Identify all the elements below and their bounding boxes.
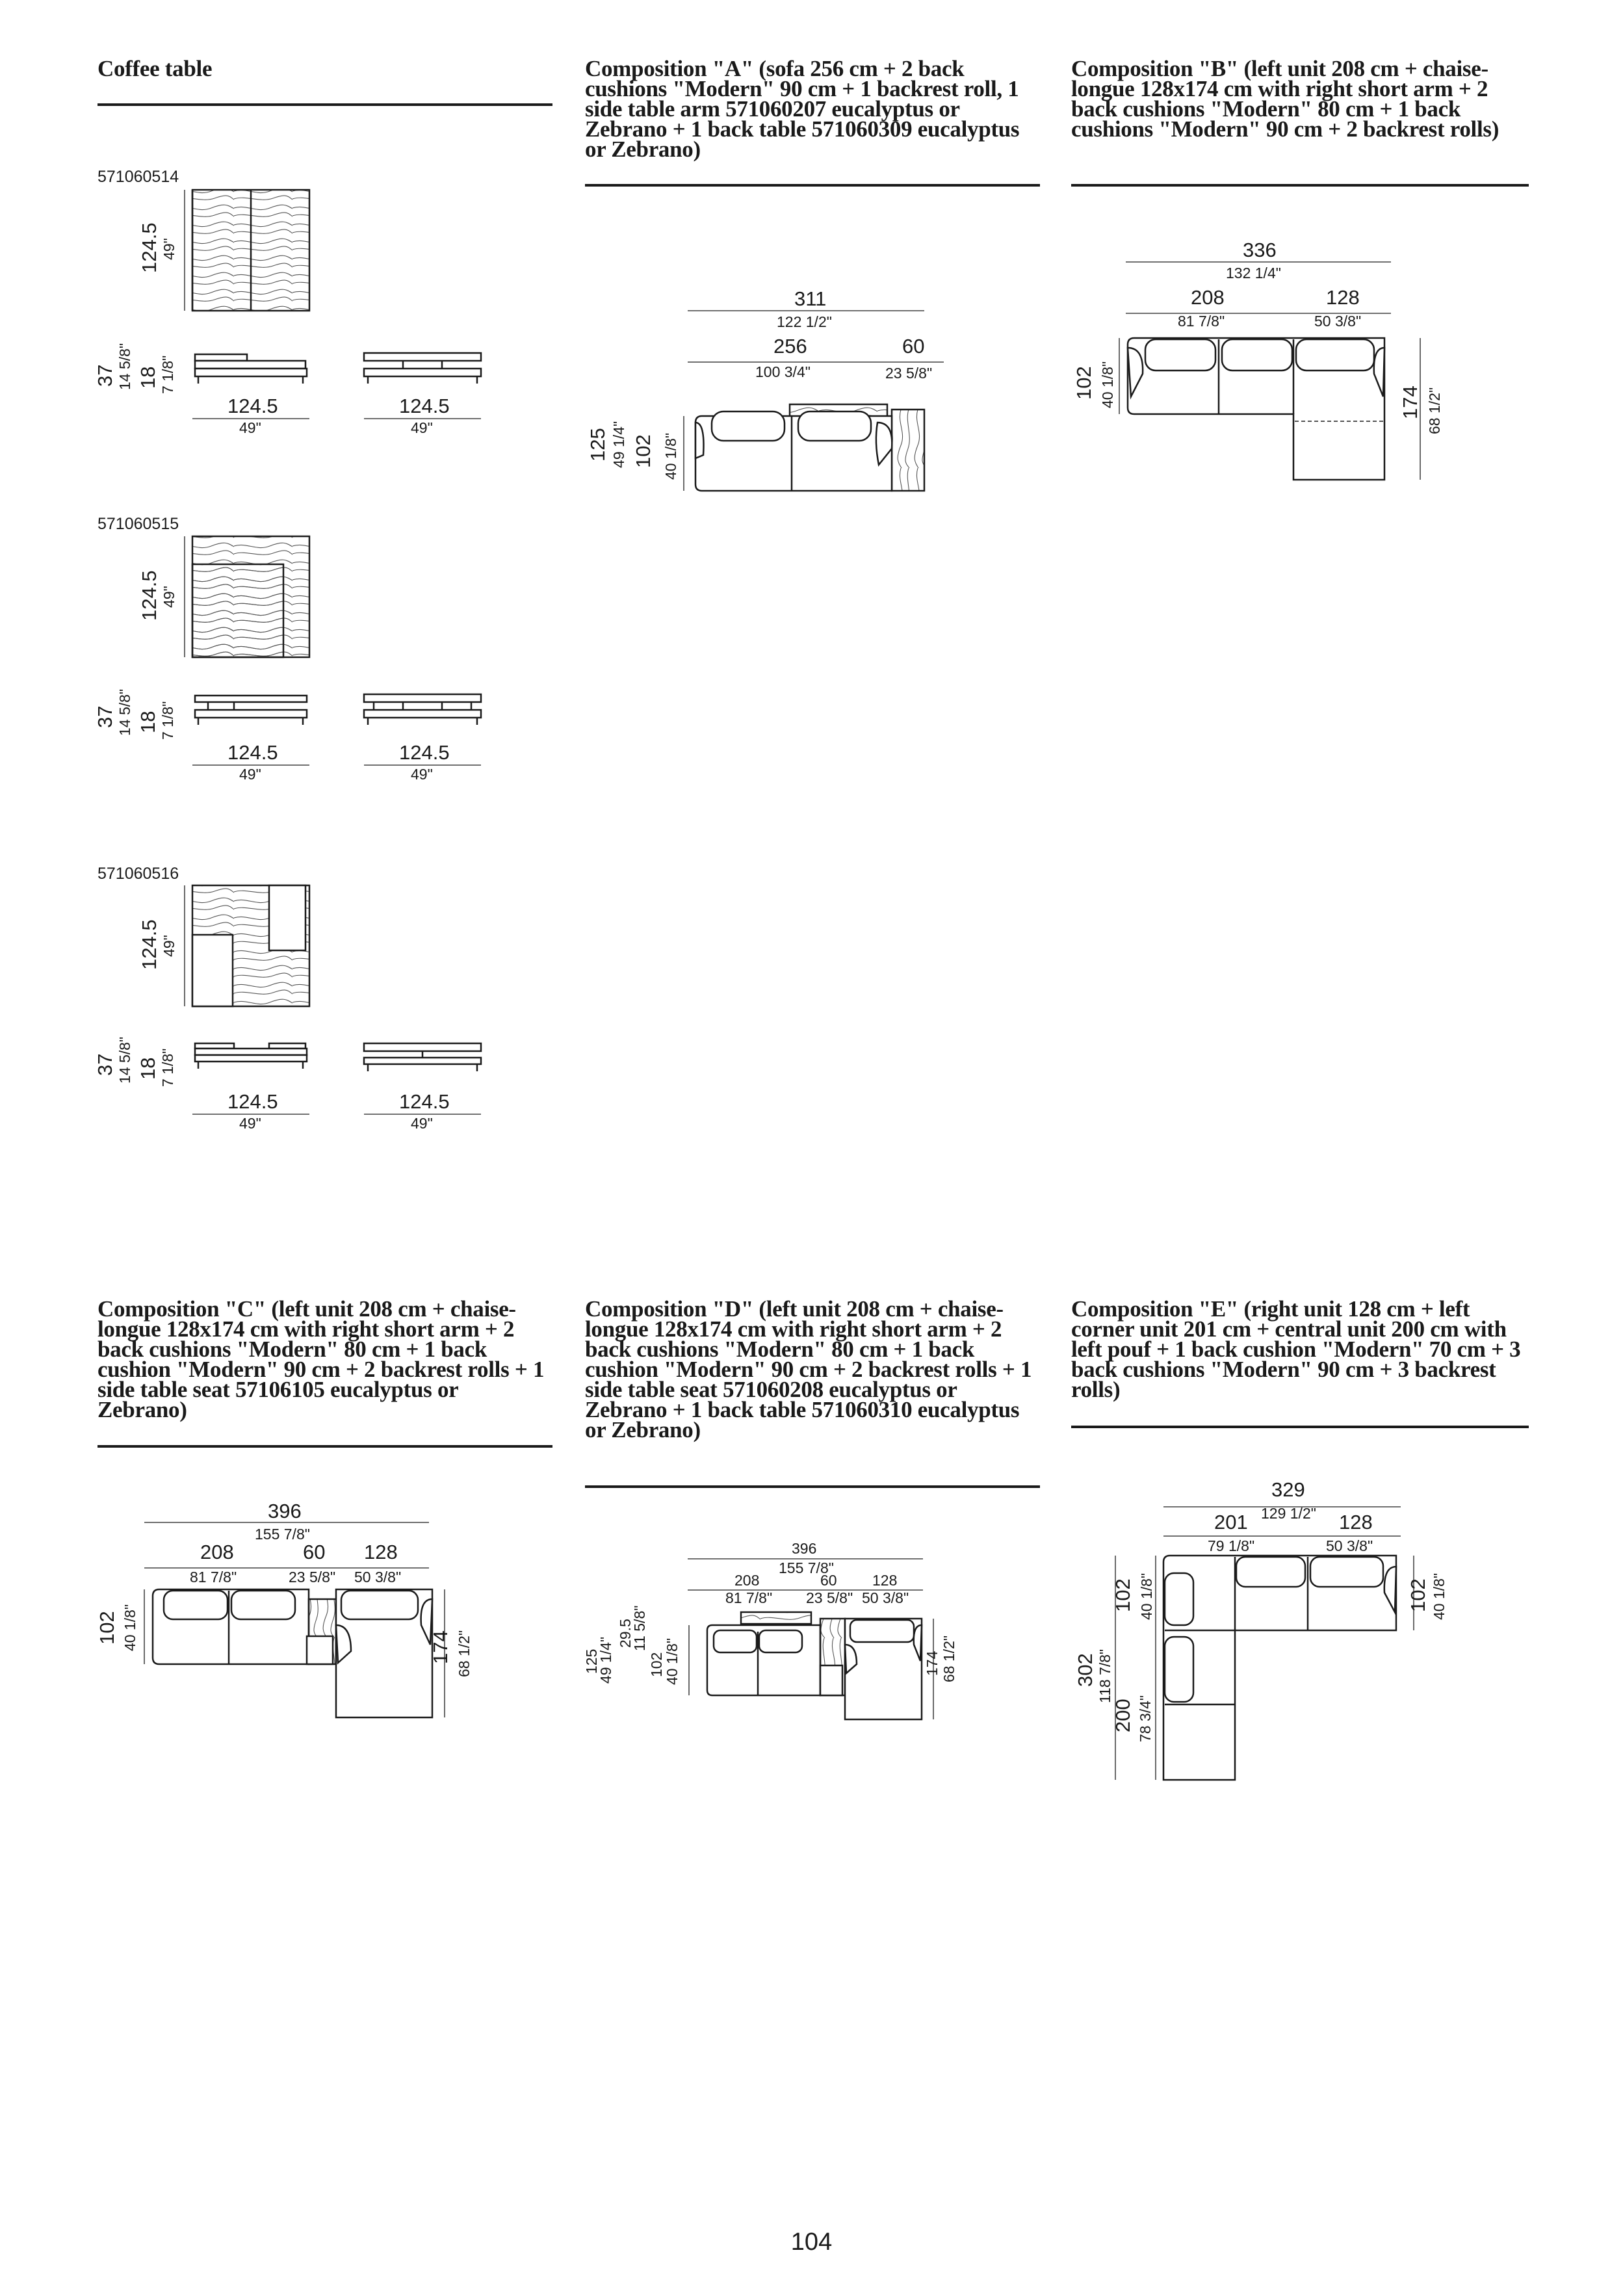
composition-d-plan: [707, 1612, 922, 1719]
c-depth-in: 40 1/8": [122, 1604, 138, 1651]
d-right-in: 50 3/8": [862, 1589, 909, 1606]
composition-d-title: Composition "D" (left unit 208 cm + chaise-longue 128x174 cm with right short arm + 2 back cushions "Modern" 80 cm + 1 back cushion "Modern" 90 cm + 2 backrest rolls + 1 side table seat 571060208 eucalyptus or Zebrano + 1 back table 571060310 eucalyptus or Zebrano): [585, 1296, 1032, 1442]
composition-c-plan: [153, 1589, 432, 1717]
coffee-table-code-2: 571060515: [97, 515, 179, 533]
e-left-in: 79 1/8": [1208, 1537, 1255, 1554]
e-total-in: 129 1/2": [1261, 1505, 1316, 1522]
e-depth-right: 102: [1407, 1578, 1429, 1612]
e-depth-left: 102: [1111, 1578, 1134, 1612]
b-total: 336: [1243, 239, 1277, 261]
d-total: 396: [792, 1540, 817, 1557]
c-total: 396: [268, 1500, 302, 1522]
dim-height-1: 37: [94, 364, 116, 387]
c-depth: 102: [96, 1611, 118, 1645]
e-total: 329: [1271, 1478, 1305, 1501]
dim-height-2: 18: [136, 366, 159, 389]
coffee-table-3-plan: [192, 885, 309, 1006]
d-right: 128: [872, 1572, 898, 1589]
coffee-table-2-elevation-left: [195, 696, 307, 725]
dim-width-left-in: 49": [239, 1115, 261, 1132]
dim-width-right-in: 49": [411, 1115, 433, 1132]
composition-b-plan: [1128, 338, 1384, 480]
a-sofa-in: 100 3/4": [755, 363, 811, 380]
c-total-in: 155 7/8": [255, 1526, 310, 1543]
coffee-table-title: Coffee table: [97, 56, 213, 81]
c-mid-in: 23 5/8": [289, 1569, 336, 1585]
b-chaise-in: 68 1/2": [1426, 387, 1443, 434]
d-left-in: 81 7/8": [725, 1589, 773, 1606]
page-number: 104: [790, 2228, 833, 2256]
dim-height-2-in: 7 1/8": [159, 701, 176, 740]
d-depth-in: 40 1/8": [664, 1637, 681, 1685]
a-table-in: 23 5/8": [885, 365, 933, 382]
e-depth-left-in: 40 1/8": [1138, 1572, 1155, 1620]
e-vertical-total-in: 118 7/8": [1097, 1649, 1113, 1703]
d-depth-total-in: 49 1/4": [597, 1636, 614, 1684]
b-right-in: 50 3/8": [1314, 313, 1362, 330]
d-mid: 60: [820, 1572, 837, 1589]
composition-b-title: Composition "B" (left unit 208 cm + chaise-longue 128x174 cm with right short arm + 2 back cushions "Modern" 80 cm + 1 back cushions "Modern" 90 cm + 2 backrest rolls): [1071, 56, 1500, 142]
coffee-table-3-elevation-left: [195, 1043, 307, 1069]
e-right: 128: [1339, 1511, 1373, 1533]
a-depth-in: 40 1/8": [662, 432, 679, 480]
d-table-depth: 29.5: [617, 1619, 634, 1648]
composition-a-title: Composition "A" (sofa 256 cm + 2 back cushions "Modern" 90 cm + 1 backrest roll, 1 side table arm 571060207 eucalyptus or Zebrano + 1 back table 571060309 eucalyptus or Zebrano): [585, 56, 1020, 162]
a-total-in: 122 1/2": [777, 313, 832, 330]
dim-width-right: 124.5: [399, 395, 450, 417]
dim-height-2: 18: [136, 1057, 159, 1080]
dim-width-right-in: 49": [411, 419, 433, 436]
b-left-in: 81 7/8": [1178, 313, 1225, 330]
dim-depth-in: 49": [161, 586, 177, 608]
dim-depth: 124.5: [138, 570, 161, 621]
c-left-in: 81 7/8": [190, 1569, 237, 1585]
b-total-in: 132 1/4": [1226, 265, 1281, 281]
a-table: 60: [902, 335, 925, 358]
a-sofa: 256: [773, 335, 807, 358]
a-depth-total: 125: [586, 428, 609, 462]
b-left: 208: [1191, 286, 1225, 309]
d-depth-total: 125: [583, 1649, 600, 1674]
dim-depth: 124.5: [138, 919, 161, 970]
coffee-table-code-3: 571060516: [97, 865, 179, 883]
c-chaise-in: 68 1/2": [456, 1630, 473, 1677]
dim-height-1: 37: [94, 705, 116, 728]
coffee-table-1-elevation-left: [195, 354, 307, 384]
d-chaise: 174: [924, 1650, 941, 1676]
e-vertical-total: 302: [1074, 1653, 1097, 1687]
composition-a-plan: [695, 404, 924, 491]
dim-width-right: 124.5: [399, 741, 450, 764]
coffee-table-code-1: 571060514: [97, 168, 179, 186]
e-vertical-in: 78 3/4": [1137, 1695, 1154, 1742]
d-left: 208: [734, 1572, 760, 1589]
a-total: 311: [794, 287, 827, 310]
c-mid: 60: [303, 1541, 326, 1563]
d-total-in: 155 7/8": [779, 1559, 834, 1576]
composition-e-plan: [1163, 1556, 1396, 1780]
dim-height-1: 37: [94, 1053, 116, 1076]
dim-height-1-in: 14 5/8": [116, 1036, 133, 1084]
c-left: 208: [200, 1541, 234, 1563]
d-depth: 102: [648, 1652, 665, 1677]
b-chaise: 174: [1399, 385, 1422, 419]
d-table-depth-in: 11 5/8": [631, 1605, 648, 1651]
e-vertical: 200: [1111, 1699, 1134, 1732]
dim-height-1-in: 14 5/8": [116, 688, 133, 736]
composition-e-title: Composition "E" (right unit 128 cm + left corner unit 201 cm + central unit 200 cm with left pouf + 1 back cushion "Modern" 70 cm + 3 back cushions "Modern" 90 cm + 3 backrest rolls): [1071, 1296, 1521, 1402]
dim-height-1-in: 14 5/8": [116, 343, 133, 390]
c-right-in: 50 3/8": [354, 1569, 402, 1585]
dim-width-left-in: 49": [239, 419, 261, 436]
dim-width-right: 124.5: [399, 1090, 450, 1113]
composition-c-title: Composition "C" (left unit 208 cm + chaise-longue 128x174 cm with right short arm + 2 back cushions "Modern" 80 cm + 1 back cushion "Modern" 90 cm + 2 backrest rolls + 1 side table seat 57106105 eucalyptus or Zebrano): [97, 1296, 545, 1422]
dim-depth: 124.5: [138, 222, 161, 273]
dim-depth-in: 49": [161, 238, 177, 260]
d-mid-in: 23 5/8": [806, 1589, 853, 1606]
dim-width-left: 124.5: [227, 395, 278, 417]
e-left: 201: [1214, 1511, 1248, 1533]
a-depth: 102: [632, 434, 655, 468]
e-right-in: 50 3/8": [1326, 1537, 1373, 1554]
dim-width-left: 124.5: [227, 741, 278, 764]
dim-depth-in: 49": [161, 935, 177, 957]
a-depth-total-in: 49 1/4": [610, 421, 627, 468]
coffee-table-1-elevation-right: [364, 353, 481, 384]
dim-width-left-in: 49": [239, 766, 261, 783]
dim-width-left: 124.5: [227, 1090, 278, 1113]
coffee-table-3-elevation-right: [364, 1043, 481, 1071]
c-chaise: 174: [429, 1630, 452, 1664]
dim-height-2-in: 7 1/8": [159, 1048, 176, 1087]
coffee-table-2-plan: [192, 536, 309, 657]
coffee-table-1-plan: [192, 190, 309, 311]
b-depth-in: 40 1/8": [1099, 361, 1116, 408]
dim-height-2-in: 7 1/8": [159, 355, 176, 394]
b-right: 128: [1326, 286, 1360, 309]
d-chaise-in: 68 1/2": [941, 1635, 957, 1682]
c-right: 128: [364, 1541, 398, 1563]
b-depth: 102: [1072, 366, 1095, 400]
dim-height-2: 18: [136, 711, 159, 733]
e-depth-right-in: 40 1/8": [1431, 1572, 1448, 1620]
coffee-table-2-elevation-right: [364, 694, 481, 725]
dim-width-right-in: 49": [411, 766, 433, 783]
